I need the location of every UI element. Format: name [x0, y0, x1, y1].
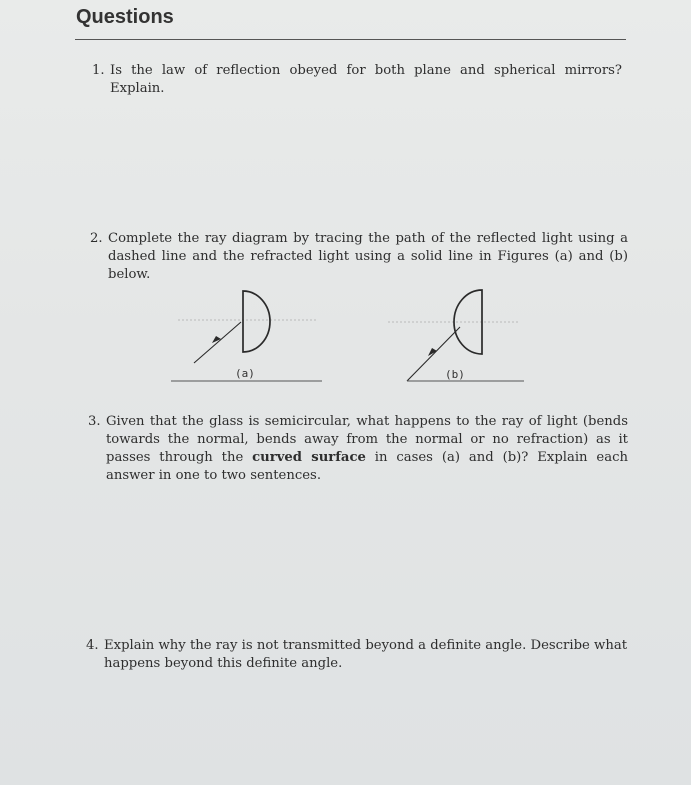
figure-b-label: (b) — [445, 368, 465, 381]
question-number: 1. — [92, 63, 105, 78]
question-text-part: Given that the glass is semicircular, what happens to the ray of light (bends towards the normal, bends away from the normal or no refraction) as it passes through the — [106, 414, 628, 465]
page-title: Questions — [76, 6, 174, 28]
figure-a-ray-arrowhead — [212, 336, 221, 343]
question-number: 2. — [90, 231, 103, 246]
figure-a-label: (a) — [235, 367, 255, 380]
question-text-part: in cases (a) and (b)? Explain each answer in one to two sentences. — [106, 450, 628, 483]
question-text: Is the law of reflection obeyed for both plane and spherical mirrors? Explain. — [110, 63, 622, 96]
question-number: 3. — [88, 414, 101, 429]
question-text — [106, 413, 628, 485]
question-bold-term: curved surface — [252, 450, 366, 465]
question-text: Explain why the ray is not transmitted beyond a definite angle. Describe what happens beyond this definite angle. — [104, 638, 627, 671]
question-number: 4. — [86, 638, 99, 653]
figure-a-incident-ray — [194, 322, 241, 363]
question-text: Complete the ray diagram by tracing the path of the reflected light using a dashed line and the refracted light using a solid line in Figures (a) and (b) below. — [108, 231, 628, 282]
figure-a-semicircle — [243, 291, 270, 352]
